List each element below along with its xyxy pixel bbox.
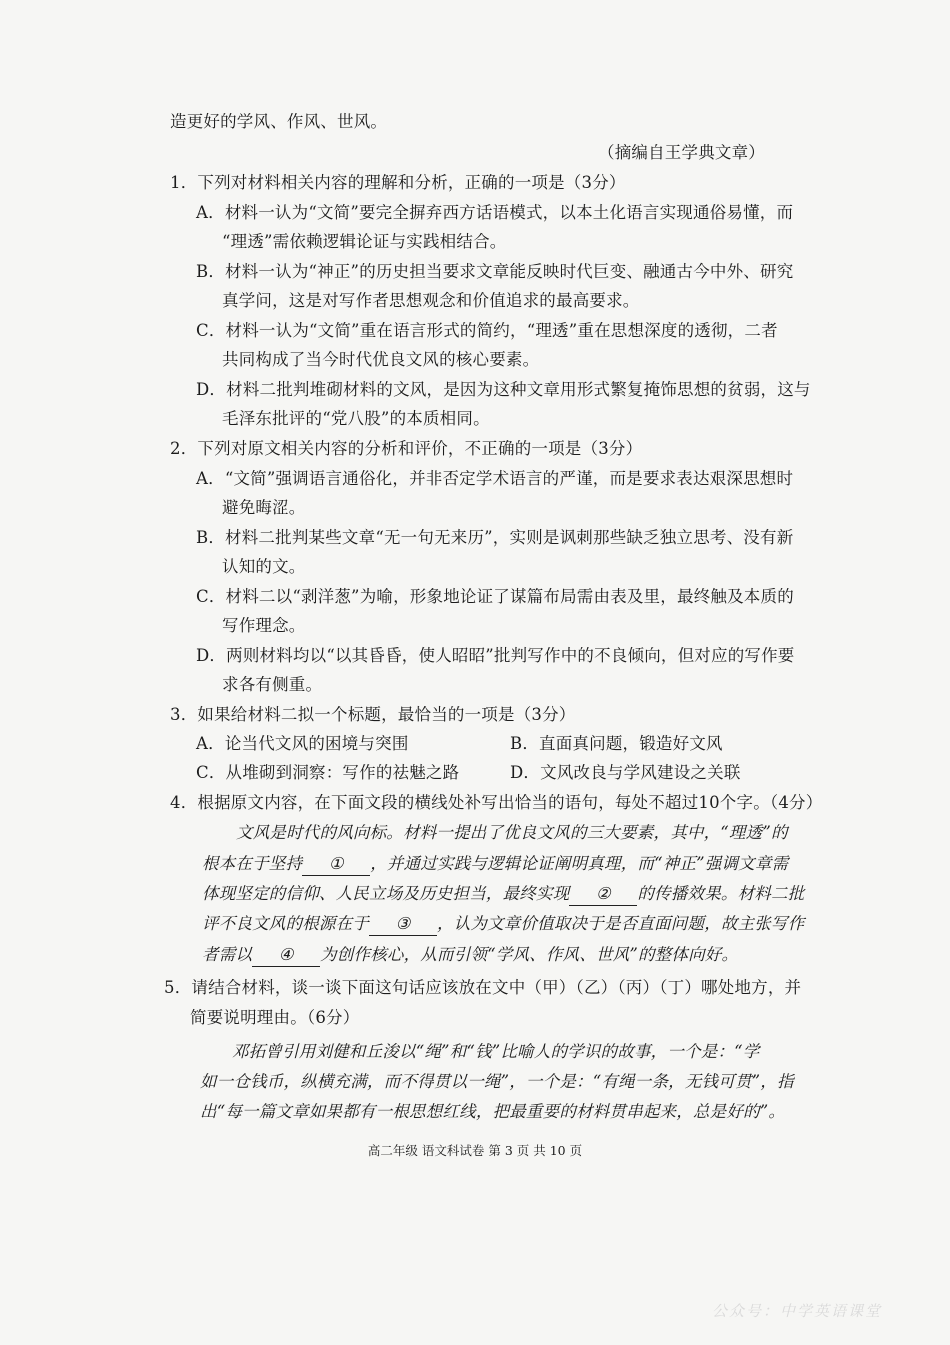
q1-option-b: B．材料一认为“神正”的历史担当要求文章能反映时代巨变、融通古今中外、研究	[196, 262, 794, 281]
q4-text: ，并通过实践与逻辑论证阐明真理，而“神正”强调文章需	[370, 854, 789, 873]
q4-stem: 4．根据原文内容，在下面文段的横线处补写出恰当的语句，每处不超过10个字。（4分）	[170, 793, 823, 812]
q4-text: 评不良文风的根源在于	[202, 914, 369, 933]
q4-blank-2[interactable]: ②	[569, 883, 637, 906]
q1-option-b-cont: 真学问，这是对写作者思想观念和价值追求的最高要求。	[222, 291, 640, 310]
page-footer: 高二年级 语文科试卷 第 3 页 共 10 页	[367, 1143, 583, 1158]
q3-option-c: C．从堆砌到洞察：写作的祛魅之路	[196, 763, 460, 782]
q5-stem: 5．请结合材料，谈一谈下面这句话应该放在文中（甲）（乙）（丙）（丁）哪处地方，并	[164, 978, 802, 997]
q2-option-d: D．两则材料均以“以其昏昏，使人昭昭”批判写作中的不良倾向，但对应的写作要	[196, 646, 795, 665]
q1-option-c-cont: 共同构成了当今时代优良文风的核心要素。	[222, 350, 540, 369]
q1-option-c: C．材料一认为“文简”重在语言形式的简约，“理透”重在思想深度的透彻，二者	[196, 321, 778, 340]
q3-option-d: D．文风改良与学风建设之关联	[510, 763, 741, 782]
q2-option-a: A．“文简”强调语言通俗化，并非否定学术语言的严谨，而是要求表达艰深思想时	[196, 469, 794, 488]
q4-blank-3[interactable]: ③	[369, 913, 437, 936]
q4-blank-4[interactable]: ④	[252, 944, 320, 967]
q2-option-b-cont: 认知的文。	[222, 557, 306, 576]
q5-quote-line-1: 邓拓曾引用刘健和丘浚以“绳”和“钱”比喻人的学识的故事，一个是：“学	[232, 1042, 760, 1061]
q4-text: 者需以	[202, 945, 253, 964]
q4-text: 为创作核心，从而引领“学风、作风、世风”的整体向好。	[320, 945, 739, 964]
q1-option-a: A．材料一认为“文简”要完全摒弃西方话语模式，以本土化语言实现通俗易懂，而	[196, 203, 794, 222]
q4-text: 体现坚定的信仰、人民立场及历史担当，最终实现	[202, 884, 570, 903]
q4-text: ，认为文章价值取决于是否直面问题，故主张写作	[437, 914, 805, 933]
q4-passage-line-5	[202, 944, 738, 967]
q3-stem: 3．如果给材料二拟一个标题，最恰当的一项是（3分）	[170, 705, 576, 724]
q1-option-d-cont: 毛泽东批评的“党八股”的本质相同。	[222, 409, 490, 428]
q3-option-b: B．直面真问题，锻造好文风	[510, 734, 723, 753]
q2-option-d-cont: 求各有侧重。	[222, 675, 323, 694]
q4-text: 根本在于坚持	[202, 854, 303, 873]
q2-option-c: C．材料二以“剥洋葱”为喻，形象地论证了谋篇布局需由表及里，最终触及本质的	[196, 587, 794, 606]
q5-quote-line-2: 如一仓钱币，纵横充满，而不得贯以一绳”，一个是：“有绳一条，无钱可贯”，指	[200, 1072, 794, 1091]
q1-option-a-cont: “理透”需依赖逻辑论证与实践相结合。	[222, 232, 507, 251]
q4-passage-line-2	[202, 853, 788, 876]
q4-passage-line-4	[202, 913, 804, 936]
source-note: （摘编自王学典文章）	[598, 143, 765, 162]
q5-quote-line-3: 出“每一篇文章如果都有一根思想红线，把最重要的材料贯串起来，总是好的”。	[200, 1102, 786, 1121]
q1-stem: 1．下列对材料相关内容的理解和分析，正确的一项是（3分）	[170, 173, 626, 192]
q4-text: 的传播效果。材料二批	[637, 884, 805, 903]
q2-stem: 2．下列对原文相关内容的分析和评价，不正确的一项是（3分）	[170, 439, 643, 458]
q4-passage-line-3	[202, 883, 804, 906]
intro-tail: 造更好的学风、作风、世风。	[170, 112, 388, 131]
watermark: 公众号：中学英语课堂	[711, 1302, 882, 1320]
q4-blank-1[interactable]: ①	[302, 853, 370, 876]
q5-stem-cont: 简要说明理由。（6分）	[190, 1008, 360, 1027]
q2-option-b: B．材料二批判某些文章“无一句无来历”，实则是讽刺那些缺乏独立思考、没有新	[196, 528, 794, 547]
q4-passage-line-1: 文风是时代的风向标。材料一提出了优良文风的三大要素，其中，“理透”的	[236, 823, 788, 842]
q2-option-a-cont: 避免晦涩。	[222, 498, 306, 517]
q1-option-d: D．材料二批判堆砌材料的文风，是因为这种文章用形式繁复掩饰思想的贫弱，这与	[196, 380, 811, 399]
q2-option-c-cont: 写作理念。	[222, 616, 306, 635]
q3-option-a: A．论当代文风的困境与突围	[196, 734, 409, 753]
